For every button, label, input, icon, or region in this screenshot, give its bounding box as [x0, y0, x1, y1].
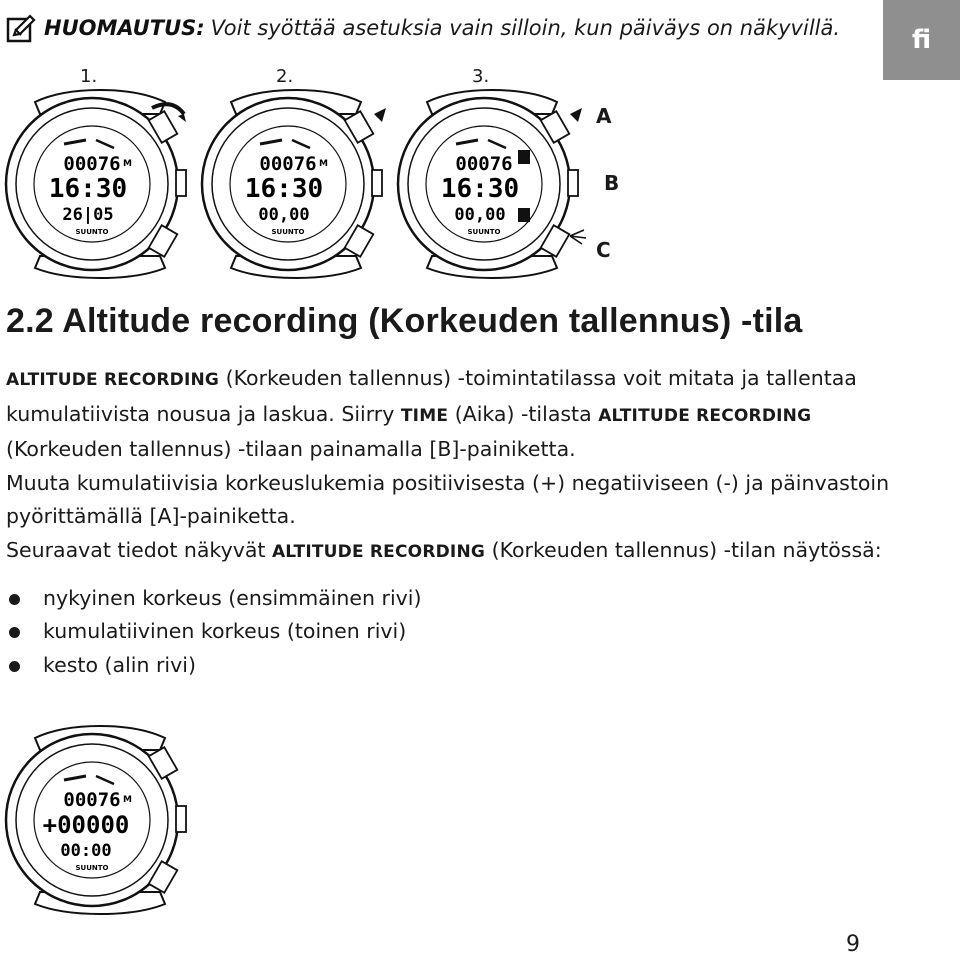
page-number: 9	[846, 932, 860, 957]
paragraph-1-text-2: (Aika) -tilasta	[454, 401, 599, 426]
list-item-text: kesto (alin rivi)	[43, 652, 196, 677]
watch-3-line3: 00,00	[454, 205, 506, 225]
note	[6, 6, 876, 50]
watch-2-line3: 00,00	[258, 205, 310, 225]
button-label-b: B	[604, 171, 620, 195]
paragraph-3-text-2: (Korkeuden tallennus) -tilan näytössä:	[491, 537, 882, 562]
list-item-text: nykyinen korkeus (ensimmäinen rivi)	[43, 585, 422, 610]
section-body	[6, 362, 906, 682]
mode-name-2: ALTITUDE RECORDING	[598, 405, 812, 426]
watch-illustration-1	[0, 84, 200, 284]
watch-illustration-2	[196, 84, 396, 284]
watch-1-line2: 16:30	[48, 174, 128, 204]
bottom-watch-line1: 00076	[63, 789, 121, 811]
watch-2-brand: SUUNTO	[271, 228, 305, 236]
paragraph-1-text-3: (Korkeuden tallennus) -tilaan painamalla [B]-painiketta.	[6, 437, 576, 462]
watch-3-brand: SUUNTO	[467, 228, 501, 236]
watch-illustration-altitude-recording	[0, 720, 200, 920]
paragraph-1-text: (Korkeuden tallennus) -toimintatilassa voit mitata ja tallentaa kumulatiivista nousua ja laskua. Siirry	[6, 366, 857, 426]
list-item	[6, 582, 906, 616]
button-label-a: A	[596, 104, 612, 128]
bottom-watch-line2: +00000	[42, 811, 130, 839]
paragraph-2: Muuta kumulatiivisia korkeuslukemia positiivisesta (+) negatiiviseen (-) ja päinvastoin pyörittämällä [A]-painiketta.	[6, 470, 890, 529]
step-label-2: 2.	[276, 66, 294, 87]
bottom-watch-unit: M	[123, 795, 132, 805]
section-title: 2.2 Altitude recording (Korkeuden tallennus) -tila	[6, 302, 803, 340]
info-bullet-list	[6, 582, 906, 683]
watch-2-unit: M	[319, 159, 328, 169]
note-text: Voit syöttää asetuksia vain silloin, kun päiväys on näkyvillä.	[210, 16, 841, 40]
time-mode-name: TIME	[400, 405, 449, 426]
mode-name: ALTITUDE RECORDING	[6, 370, 220, 390]
watch-2-line2: 16:30	[244, 174, 324, 204]
bullet-dot-icon	[9, 594, 20, 605]
list-item-text: kumulatiivinen korkeus (toinen rivi)	[43, 619, 407, 644]
paragraph-1	[6, 362, 906, 467]
step-label-1: 1.	[80, 66, 98, 87]
language-tab: fi	[883, 0, 960, 80]
step-label-3: 3.	[472, 66, 490, 87]
bullet-dot-icon	[9, 661, 20, 672]
note-label: HUOMAUTUS:	[44, 16, 205, 40]
watch-3-line2: 16:30	[440, 174, 520, 204]
bullet-dot-icon	[9, 627, 20, 638]
bottom-watch-line3: 00:00	[60, 841, 112, 861]
paragraph-3	[6, 534, 906, 570]
watch-3-line1: 00076	[455, 153, 513, 175]
watch-1-brand: SUUNTO	[75, 228, 109, 236]
list-item	[6, 615, 906, 649]
watch-2-line1: 00076	[259, 153, 317, 175]
watch-1-line3: 26|05	[62, 205, 114, 225]
note-pencil-icon	[6, 13, 36, 43]
mode-name-3: ALTITUDE RECORDING	[271, 541, 486, 562]
bottom-watch-brand: SUUNTO	[75, 864, 109, 872]
list-item	[6, 649, 906, 683]
button-label-c: C	[596, 238, 611, 262]
watch-1-line1: 00076	[63, 153, 121, 175]
watch-1-unit: M	[123, 159, 132, 169]
watch-illustration-3	[392, 84, 592, 284]
paragraph-3-text: Seuraavat tiedot näkyvät	[6, 537, 272, 562]
